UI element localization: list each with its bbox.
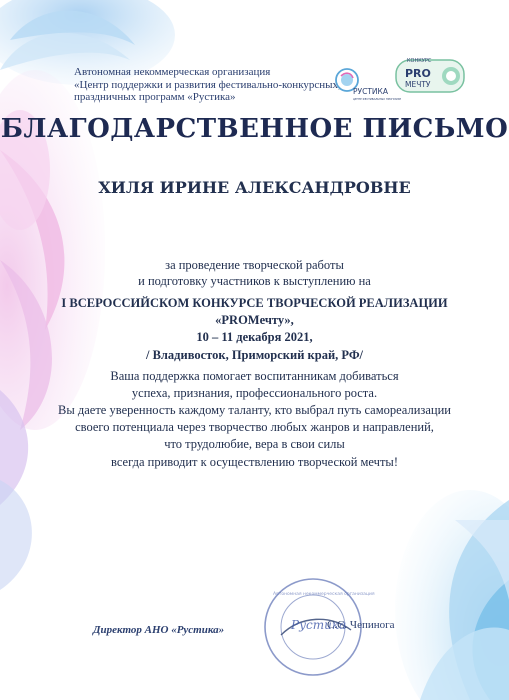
contest-name: I ВСЕРОССИЙСКОМ КОНКУРСЕ ТВОРЧЕСКОЙ РЕАЛИЗАЦИИ xyxy=(61,296,448,310)
body-line-8: успеха, признания, профессионального роста. xyxy=(131,386,378,400)
body-line-2: и подготовку участников к выступлению на xyxy=(138,274,371,288)
stamp-center-text: Рустика xyxy=(291,618,347,632)
body-line-10: своего потенциала через творчество любых жанров и направлений, xyxy=(75,420,434,434)
body-line-9: Вы даете уверенность каждому таланту, кто выбрал путь самореализации xyxy=(58,403,451,417)
stamp-ring-text: Автономная некоммерческая организация xyxy=(273,592,375,597)
rustika-logo-subtext: ЦЕНТР ФЕСТИВАЛЬНЫХ ПРОГРАММ xyxy=(353,98,401,101)
contest-dates: 10 – 11 декабря 2021, xyxy=(196,330,313,344)
body-line-11: что трудолюбие, вера в свои силы xyxy=(164,437,345,451)
org-line-2: «Центр поддержки и развития фестивально-конкурсных, xyxy=(74,78,341,91)
rustika-logo xyxy=(333,62,401,106)
org-line-3: праздничных программ «Рустика» xyxy=(74,91,236,103)
promechtu-logo-pro: PRO xyxy=(405,67,431,80)
signer-name: С.С. Чепинога xyxy=(327,619,395,631)
body-line-1: за проведение творческой работы xyxy=(165,258,344,272)
promechtu-logo xyxy=(393,54,467,98)
promechtu-logo-arc-text: КОНКУРС xyxy=(407,58,432,64)
org-line-1: Автономная некоммерческая организация xyxy=(74,66,271,78)
body-line-12: всегда приводит к осуществлению творческой мечты! xyxy=(111,455,398,469)
body-line-7: Ваша поддержка помогает воспитанникам добиваться xyxy=(110,369,399,383)
organization-header xyxy=(74,66,344,104)
document-title: БЛАГОДАРСТВЕННОЕ ПИСЬМО xyxy=(0,114,509,144)
contest-title: «PROMечту», xyxy=(215,313,294,327)
recipient-name: ХИЛЯ ИРИНЕ АЛЕКСАНДРОВНЕ xyxy=(98,178,411,197)
director-label: Директор АНО «Рустика» xyxy=(93,624,225,636)
contest-location: / Владивосток, Приморский край, РФ/ xyxy=(145,348,364,362)
promechtu-logo-mechtu: МЕЧТУ xyxy=(405,80,431,89)
rustika-logo-text: РУСТИКА xyxy=(353,87,388,96)
